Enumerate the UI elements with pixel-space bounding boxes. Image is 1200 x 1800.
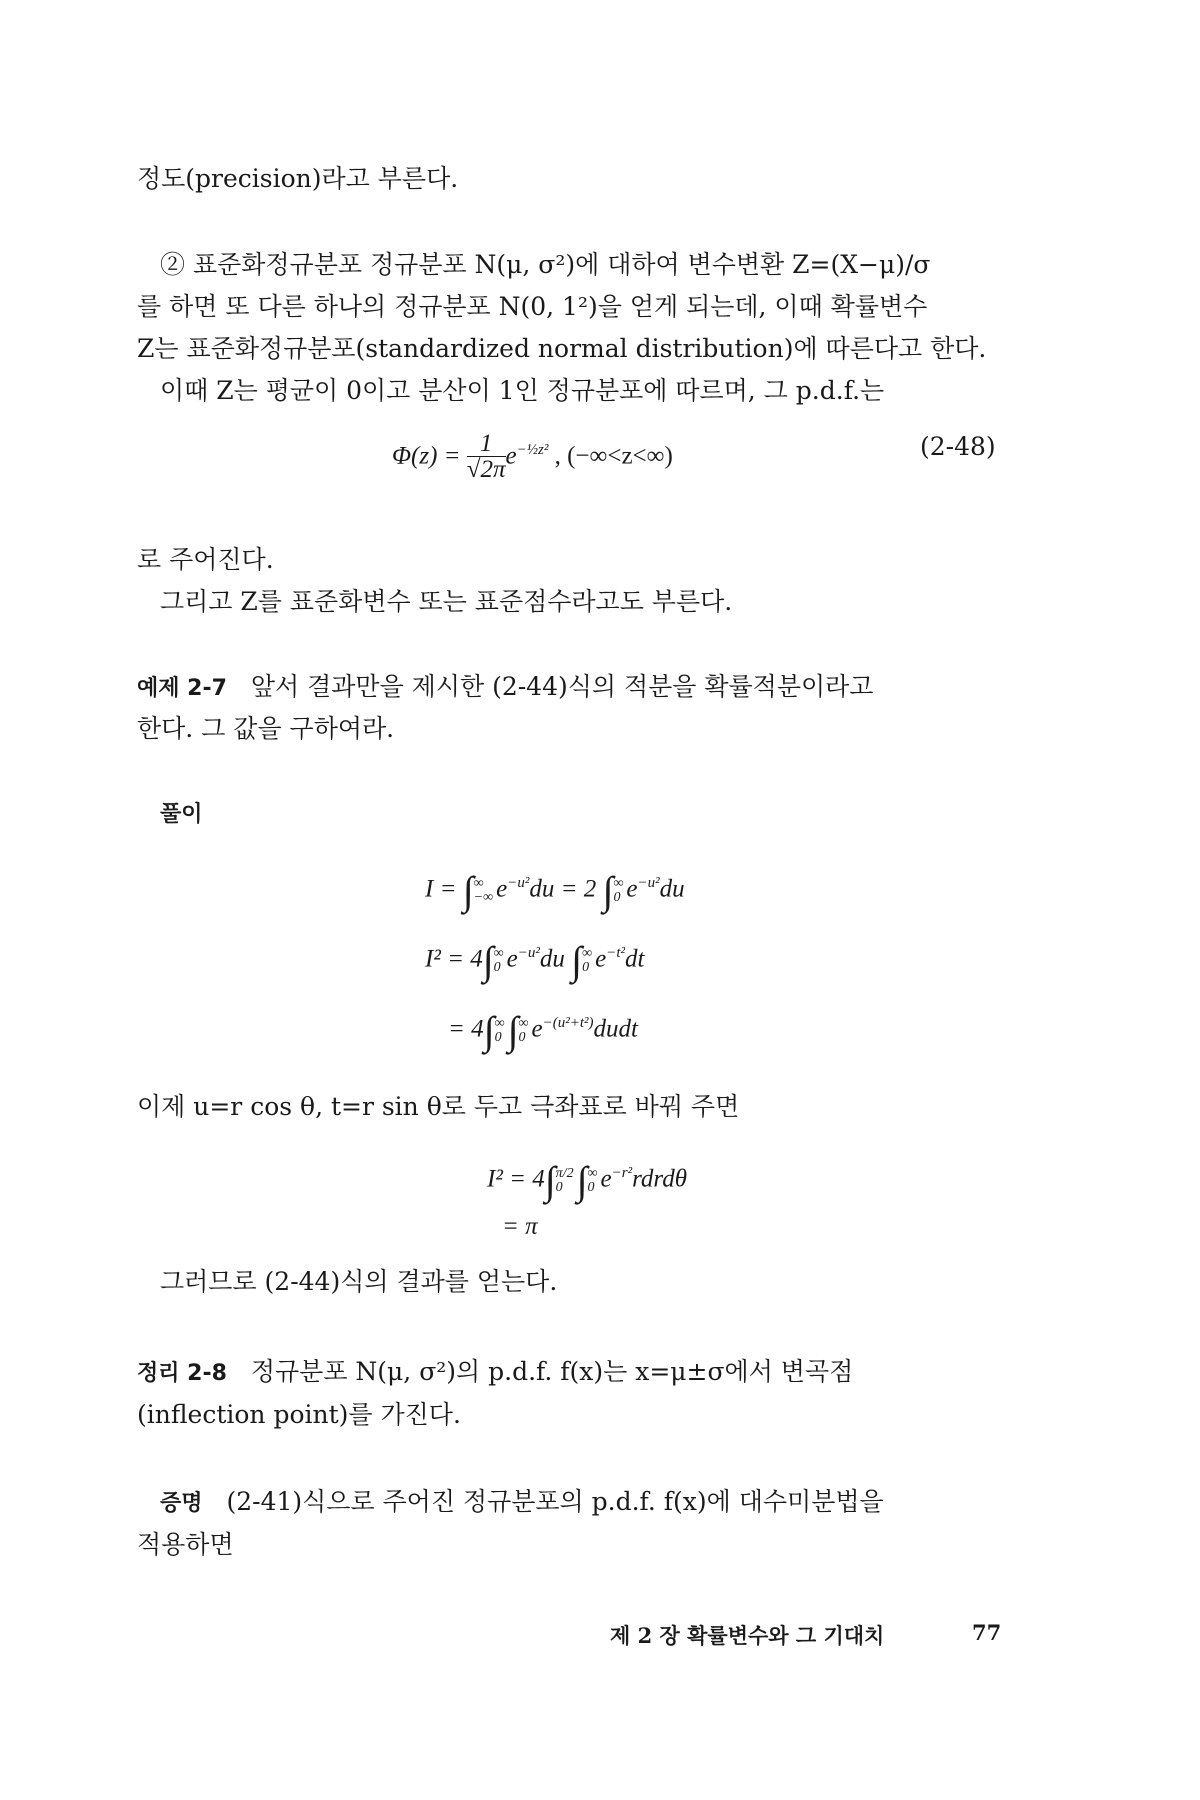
integral-sign: ∫	[462, 867, 474, 913]
example-label: 예제 2-7	[137, 676, 227, 701]
integral-limits	[494, 947, 504, 975]
integral-sign: ∫	[544, 1157, 556, 1203]
integrand: e	[595, 945, 607, 973]
integrand: e	[531, 1015, 543, 1043]
exponent: −(u²+t²)	[542, 1015, 594, 1031]
exponent: −u²	[507, 875, 530, 891]
upper-limit: ∞	[582, 945, 593, 961]
integral-limits	[495, 1017, 505, 1045]
proof-label: 증명	[160, 1491, 203, 1516]
integral-limits	[613, 877, 623, 905]
equation-integral-2	[425, 925, 644, 989]
lower-limit: 0	[518, 1029, 526, 1045]
denominator: √2π	[466, 456, 506, 484]
differential: dudt	[593, 1015, 638, 1043]
theorem-text: 정규분포 N(μ, σ²)의 p.d.f. f(x)는 x=μ±σ에서 변곡점	[250, 1357, 854, 1386]
integrand: e	[496, 875, 508, 903]
paragraph-line: 그리고 Z를 표준화변수 또는 표준점수라고도 부른다.	[160, 587, 733, 616]
exponent: −r²	[611, 1165, 633, 1181]
upper-limit: ∞	[493, 945, 504, 961]
example-text: 앞서 결과만을 제시한 (2-44)식의 적분을 확률적분이라고	[250, 672, 874, 701]
exp-base: e	[505, 442, 517, 470]
upper-limit: π/2	[555, 1165, 574, 1181]
equation-2-48	[392, 420, 673, 486]
eq-lhs: I² = 4	[425, 945, 483, 973]
differential: dt	[625, 945, 645, 973]
equation-number: (2-48)	[920, 432, 996, 461]
paragraph-line: 이제 u=r cos θ, t=r sin θ로 두고 극좌표로 바꿔 주면	[137, 1092, 740, 1121]
theorem-line	[137, 1355, 853, 1391]
integral-limits	[588, 1167, 598, 1195]
paragraph-line: 한다. 그 값을 구하여라.	[137, 714, 395, 743]
upper-limit: ∞	[494, 1015, 505, 1031]
integral-sign: ∫	[602, 867, 614, 913]
integral-sign: ∫	[483, 1007, 495, 1053]
upper-limit: ∞	[518, 1015, 529, 1031]
lower-limit: 0	[587, 1179, 595, 1195]
numerator: 1	[467, 432, 506, 457]
paragraph-line: 이때 Z는 평균이 0이고 분산이 1인 정규분포에 따르며, 그 p.d.f.는	[160, 376, 885, 405]
lower-limit: 0	[582, 959, 590, 975]
integrand: e	[626, 875, 638, 903]
page-number: 77	[972, 1620, 1002, 1645]
equation-result: = π	[502, 1213, 538, 1240]
solution-label: 풀이	[160, 802, 203, 827]
upper-limit: ∞	[587, 1165, 598, 1181]
theorem-label: 정리 2-8	[137, 1361, 227, 1386]
integral-limits	[582, 947, 592, 975]
upper-limit: ∞	[613, 875, 624, 891]
differential: du	[539, 945, 565, 973]
integrand: e	[600, 1165, 612, 1193]
equation-integral-3	[448, 995, 638, 1059]
integral-limits	[474, 877, 493, 905]
integral-sign: ∫	[571, 937, 583, 983]
paragraph-line: 로 주어진다.	[137, 545, 274, 574]
exponent: −u²	[517, 945, 540, 961]
eq-lhs: I² = 4	[487, 1165, 545, 1193]
integral-limits	[519, 1017, 529, 1045]
equation-polar	[487, 1145, 687, 1209]
proof-line	[160, 1485, 884, 1521]
paragraph-line: (inflection point)를 가진다.	[137, 1400, 461, 1429]
exponent: −t²	[606, 945, 625, 961]
integral-sign: ∫	[576, 1157, 588, 1203]
upper-limit: ∞	[473, 875, 484, 891]
differential: du	[659, 875, 685, 903]
proof-text: (2-41)식으로 주어진 정규분포의 p.d.f. f(x)에 대수미분법을	[226, 1487, 884, 1516]
eq-lhs: = 4	[448, 1015, 484, 1043]
paragraph-line: 적용하면	[137, 1530, 234, 1559]
lower-limit: 0	[494, 1029, 502, 1045]
example-line	[137, 670, 873, 706]
lower-limit: −∞	[473, 889, 494, 905]
paragraph-line: 를 하면 또 다른 하나의 정규분포 N(0, 1²)을 얻게 되는데, 이때 확률변수	[137, 292, 928, 321]
paragraph-line: ② 표준화정규분포 정규분포 N(μ, σ²)에 대하여 변수변환 Z=(X−μ)/σ	[160, 250, 931, 279]
paragraph-line: 정도(precision)라고 부른다.	[137, 164, 459, 193]
running-footer: 제 2 장 확률변수와 그 기대치	[610, 1623, 885, 1648]
differential: rdrdθ	[632, 1165, 687, 1193]
exponent: −u²	[637, 875, 660, 891]
exponent: −½z²	[516, 442, 549, 458]
integral-sign: ∫	[507, 1007, 519, 1053]
equation-integral-1	[425, 855, 685, 919]
fraction	[467, 432, 506, 483]
integrand: e	[506, 945, 518, 973]
eq-lhs: Φ(z) =	[392, 442, 461, 470]
eq-lhs: I =	[425, 875, 457, 903]
lower-limit: 0	[555, 1179, 563, 1195]
differential: du = 2	[529, 875, 597, 903]
paragraph-line: Z는 표준화정규분포(standardized normal distribution)에 따른다고 한다.	[137, 334, 987, 363]
eq-range: , (−∞<z<∞)	[554, 442, 673, 470]
integral-sign: ∫	[482, 937, 494, 983]
lower-limit: 0	[493, 959, 501, 975]
lower-limit: 0	[613, 889, 621, 905]
paragraph-line: 그러므로 (2-44)식의 결과를 얻는다.	[160, 1267, 558, 1296]
integral-limits	[556, 1167, 574, 1195]
